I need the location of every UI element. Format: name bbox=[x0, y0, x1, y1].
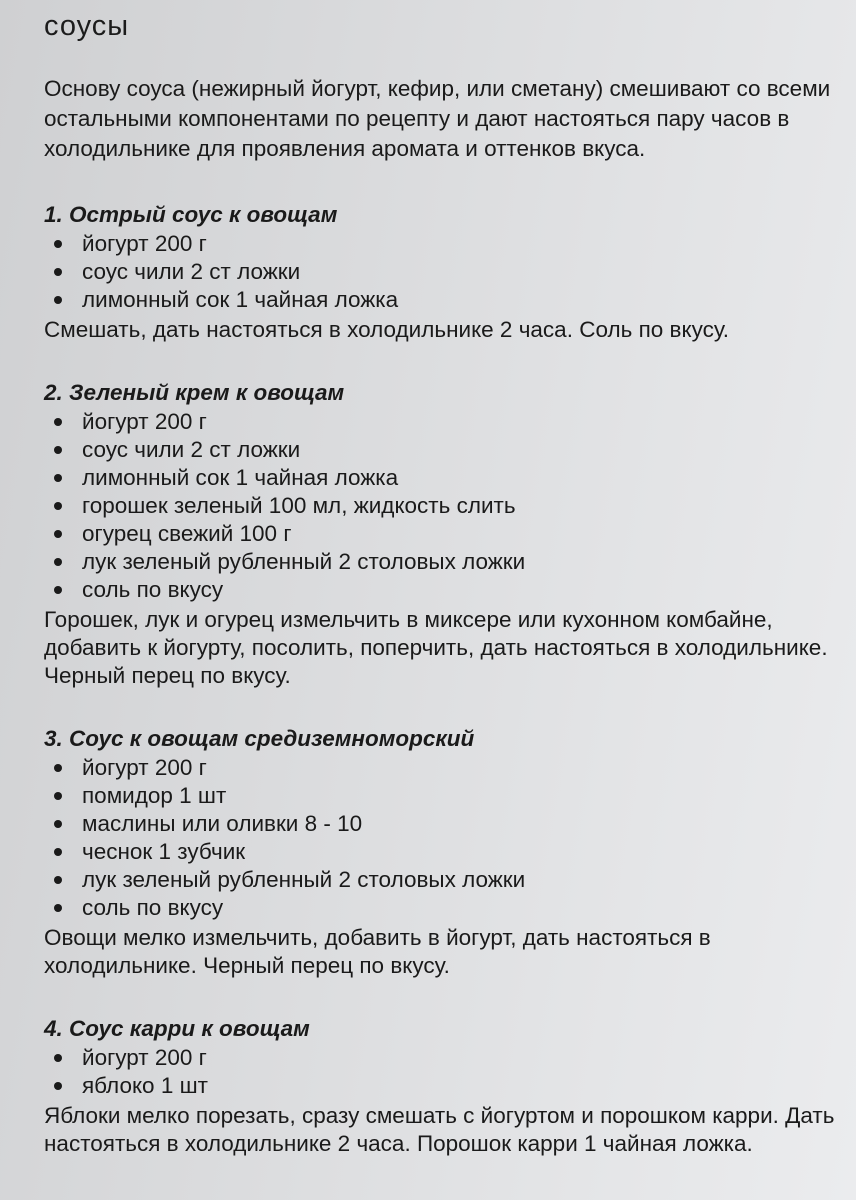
bullet-icon bbox=[54, 296, 62, 304]
bullet-icon bbox=[54, 558, 62, 566]
ingredient-text: соль по вкусу bbox=[82, 895, 224, 920]
ingredient-list bbox=[44, 230, 844, 314]
recipe-instructions: Горошек, лук и огурец измельчить в миксере или кухонном комбайне, добавить к йогурту, посолить, поперчить, дать настояться в холодильнике. Черный перец по вкусу. bbox=[44, 607, 828, 688]
bullet-icon bbox=[54, 1082, 62, 1090]
bullet-icon bbox=[54, 904, 62, 912]
ingredient-item bbox=[44, 520, 844, 548]
ingredient-item bbox=[44, 230, 844, 258]
ingredient-text: йогурт 200 г bbox=[82, 1045, 207, 1070]
ingredient-item bbox=[44, 810, 844, 838]
ingredient-list bbox=[44, 754, 844, 922]
bullet-icon bbox=[54, 418, 62, 426]
ingredient-item bbox=[44, 286, 844, 314]
bullet-icon bbox=[54, 268, 62, 276]
ingredient-text: маслины или оливки 8 - 10 bbox=[82, 811, 363, 836]
ingredient-item bbox=[44, 576, 844, 604]
ingredient-item bbox=[44, 866, 844, 894]
ingredient-text: лимонный сок 1 чайная ложка bbox=[82, 287, 399, 312]
bullet-icon bbox=[54, 586, 62, 594]
recipe-4 bbox=[44, 1014, 844, 1158]
document-page bbox=[44, 8, 844, 1192]
ingredient-item bbox=[44, 838, 844, 866]
ingredient-item bbox=[44, 782, 844, 810]
ingredient-item bbox=[44, 1044, 844, 1072]
ingredient-text: соус чили 2 ст ложки bbox=[82, 259, 301, 284]
ingredient-text: соус чили 2 ст ложки bbox=[82, 437, 301, 462]
bullet-icon bbox=[54, 820, 62, 828]
ingredient-text: горошек зеленый 100 мл, жидкость слить bbox=[82, 493, 516, 518]
recipe-title: 3. Соус к овощам средиземноморский bbox=[44, 726, 475, 751]
recipe-3 bbox=[44, 724, 844, 980]
recipe-instructions: Смешать, дать настояться в холодильнике 2 часа. Соль по вкусу. bbox=[44, 317, 730, 342]
ingredient-item bbox=[44, 436, 844, 464]
ingredient-item bbox=[44, 464, 844, 492]
recipe-instructions: Овощи мелко измельчить, добавить в йогурт, дать настояться в холодильнике. Черный перец по вкусу. bbox=[44, 925, 711, 978]
recipe-title: 4. Соус карри к овощам bbox=[44, 1016, 310, 1041]
bullet-icon bbox=[54, 1054, 62, 1062]
ingredient-text: йогурт 200 г bbox=[82, 755, 207, 780]
recipe-1 bbox=[44, 200, 844, 344]
bullet-icon bbox=[54, 792, 62, 800]
ingredient-list bbox=[44, 1044, 844, 1100]
ingredient-text: помидор 1 шт bbox=[82, 783, 227, 808]
page-title: соусы bbox=[44, 10, 130, 42]
ingredient-text: соль по вкусу bbox=[82, 577, 224, 602]
bullet-icon bbox=[54, 474, 62, 482]
ingredient-list bbox=[44, 408, 844, 604]
ingredient-item bbox=[44, 1072, 844, 1100]
ingredient-item bbox=[44, 754, 844, 782]
ingredient-text: лимонный сок 1 чайная ложка bbox=[82, 465, 399, 490]
bullet-icon bbox=[54, 876, 62, 884]
ingredient-text: йогурт 200 г bbox=[82, 231, 207, 256]
recipe-instructions: Яблоки мелко порезать, сразу смешать с йогуртом и порошком карри. Дать настояться в холодильнике 2 часа. Порошок карри 1 чайная ложка. bbox=[44, 1103, 835, 1156]
bullet-icon bbox=[54, 502, 62, 510]
bullet-icon bbox=[54, 446, 62, 454]
ingredient-text: лук зеленый рубленный 2 столовых ложки bbox=[82, 549, 526, 574]
ingredient-text: яблоко 1 шт bbox=[82, 1073, 208, 1098]
ingredient-text: йогурт 200 г bbox=[82, 409, 207, 434]
ingredient-item bbox=[44, 894, 844, 922]
ingredient-text: огурец свежий 100 г bbox=[82, 521, 292, 546]
bullet-icon bbox=[54, 848, 62, 856]
bullet-icon bbox=[54, 764, 62, 772]
ingredient-text: чеснок 1 зубчик bbox=[82, 839, 246, 864]
ingredient-item bbox=[44, 548, 844, 576]
recipe-2 bbox=[44, 378, 844, 690]
ingredient-item bbox=[44, 408, 844, 436]
recipe-title: 2. Зеленый крем к овощам bbox=[44, 380, 345, 405]
ingredient-text: лук зеленый рубленный 2 столовых ложки bbox=[82, 867, 526, 892]
intro-paragraph: Основу соуса (нежирный йогурт, кефир, или сметану) смешивают со всеми остальными компонентами по рецепту и дают настояться пару часов в холодильнике для проявления аромата и оттенков вкуса. bbox=[44, 76, 831, 161]
bullet-icon bbox=[54, 530, 62, 538]
bullet-icon bbox=[54, 240, 62, 248]
ingredient-item bbox=[44, 492, 844, 520]
ingredient-item bbox=[44, 258, 844, 286]
recipe-title: 1. Острый соус к овощам bbox=[44, 202, 338, 227]
